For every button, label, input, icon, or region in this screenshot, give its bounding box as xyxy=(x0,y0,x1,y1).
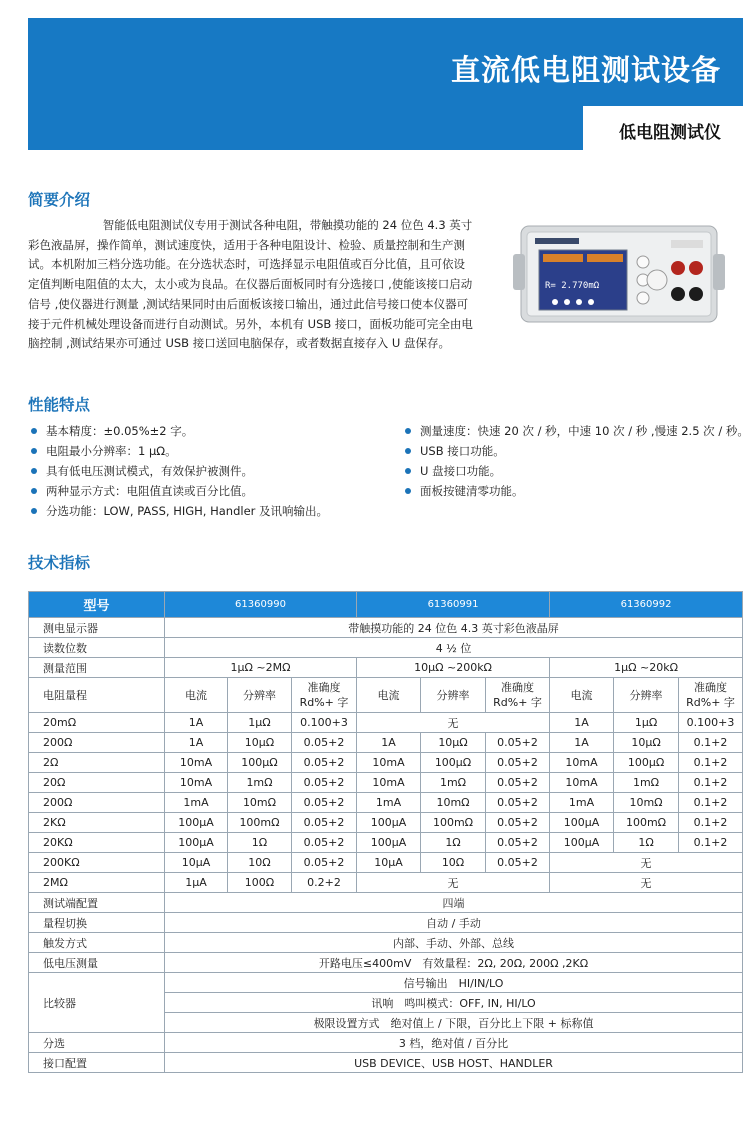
row-label: 接口配置 xyxy=(29,1053,165,1073)
intro-heading: 简要介绍 xyxy=(28,191,91,209)
device-display-reading: R= 2.770mΩ xyxy=(545,281,600,291)
table-row xyxy=(29,873,743,893)
table-cell: 0.05+2 xyxy=(292,833,357,853)
table-cell: 10μΩ xyxy=(228,733,292,753)
sub-header xyxy=(679,678,743,713)
spec-table xyxy=(28,591,743,1073)
sub-header xyxy=(486,678,550,713)
sub-header: 分辨率 xyxy=(614,678,679,713)
features-heading: 性能特点 xyxy=(28,396,91,414)
row-label: 比较器 xyxy=(29,973,165,1033)
table-cell: 0.05+2 xyxy=(292,753,357,773)
table-cell: 10μΩ xyxy=(421,733,486,753)
table-cell: 0.1+2 xyxy=(679,793,743,813)
range-label: 200KΩ xyxy=(29,853,165,873)
range-label: 20mΩ xyxy=(29,713,165,733)
table-cell: 100μΩ xyxy=(614,753,679,773)
row-label: 测试端配置 xyxy=(29,893,165,913)
table-row xyxy=(29,813,743,833)
table-cell: 1Ω xyxy=(421,833,486,853)
table-cell: 1μA xyxy=(165,873,228,893)
table-row xyxy=(29,713,743,733)
row-label: 分选 xyxy=(29,1033,165,1053)
intro-text: 智能低电阻测试仪专用于测试各种电阻，带触摸功能的 24 位色 4.3 英寸彩色液晶屏，操作简单，测试速度快，适用于各种电阻设计、检验、质量控制和生产测试。本机附加三档分选功能。在分选状态时，可选择显示电阻值或百分比值，且可依设定值判断电阻值的太大，太小或为良品。在仪器后面板同时有分选接口 ,使能该接口启动信号 ,使仪器进行测量 ,测试结果同时由后面板该接口输出，通过此信号接口使本仪器可接于元件机械处理设备而进行自动测试。另外，本机有 USB 接口，面板功能可完全由电脑控制 ,测试结果亦可通过 USB 接口送回电脑保存，或者数据直接存入 U 盘保存。 xyxy=(28,218,473,351)
specs-heading: 技术指标 xyxy=(28,554,91,572)
table-cell: 100mΩ xyxy=(421,813,486,833)
table-row xyxy=(29,953,743,973)
table-cell: 1mΩ xyxy=(228,773,292,793)
row-label: 触发方式 xyxy=(29,933,165,953)
feature-item: USB 接口功能。 xyxy=(404,441,749,461)
table-cell: 100Ω xyxy=(228,873,292,893)
model-name: 61360992 xyxy=(550,592,743,618)
row-label: 低电压测量 xyxy=(29,953,165,973)
row-value: 3 档，绝对值 / 百分比 xyxy=(165,1033,743,1053)
table-cell: 1mA xyxy=(357,793,421,813)
sub-header-line: Rd%+ 字 xyxy=(686,696,735,709)
table-row xyxy=(29,913,743,933)
table-cell: 100μA xyxy=(550,813,614,833)
row-value: 信号输出 HI/IN/LO xyxy=(165,973,743,993)
feature-item: 测量速度：快速 20 次 / 秒，中速 10 次 / 秒 ,慢速 2.5 次 / 秒。 xyxy=(404,421,749,441)
table-row xyxy=(29,793,743,813)
row-value: 讯响 鸣叫模式：OFF, IN, HI/LO xyxy=(165,993,743,1013)
table-cell: 10mA xyxy=(550,773,614,793)
table-cell: 0.05+2 xyxy=(292,853,357,873)
row-label: 读数位数 xyxy=(29,638,165,658)
table-cell: 0.100+3 xyxy=(292,713,357,733)
table-cell: 0.05+2 xyxy=(486,853,550,873)
table-row xyxy=(29,678,743,713)
table-cell: 无 xyxy=(357,873,550,893)
row-label: 测电显示器 xyxy=(29,618,165,638)
feature-item: 基本精度：±0.05%±2 字。 xyxy=(30,421,328,441)
sub-header: 电流 xyxy=(165,678,228,713)
table-cell: 100mΩ xyxy=(614,813,679,833)
model-header-row xyxy=(29,592,743,618)
table-cell: 100mΩ xyxy=(228,813,292,833)
sub-header: 分辨率 xyxy=(421,678,486,713)
table-cell: 0.1+2 xyxy=(679,773,743,793)
sub-header xyxy=(292,678,357,713)
table-cell: 0.1+2 xyxy=(679,813,743,833)
table-cell: 10mA xyxy=(357,753,421,773)
row-value: 10μΩ ~200kΩ xyxy=(357,658,550,678)
table-cell: 无 xyxy=(357,713,550,733)
table-cell: 0.05+2 xyxy=(292,733,357,753)
model-name: 61360990 xyxy=(165,592,357,618)
table-cell: 0.05+2 xyxy=(486,773,550,793)
table-cell: 1A xyxy=(550,733,614,753)
range-label: 20KΩ xyxy=(29,833,165,853)
table-cell: 10mΩ xyxy=(614,793,679,813)
table-cell: 1Ω xyxy=(614,833,679,853)
table-cell: 10Ω xyxy=(228,853,292,873)
sub-header-line: 准确度 xyxy=(694,681,728,694)
table-cell: 1mΩ xyxy=(421,773,486,793)
row-label: 测量范围 xyxy=(29,658,165,678)
table-cell: 100μA xyxy=(357,833,421,853)
table-cell: 0.05+2 xyxy=(292,773,357,793)
table-cell: 无 xyxy=(550,873,743,893)
table-row xyxy=(29,973,743,993)
table-cell: 10mA xyxy=(165,753,228,773)
table-cell: 1A xyxy=(357,733,421,753)
table-cell: 0.05+2 xyxy=(486,833,550,853)
features-left-list xyxy=(30,421,328,521)
feature-item: U 盘接口功能。 xyxy=(404,461,749,481)
page-title: 直流低电阻测试设备 xyxy=(450,53,721,87)
table-cell: 1Ω xyxy=(228,833,292,853)
row-value: 带触摸功能的 24 位色 4.3 英寸彩色液晶屏 xyxy=(165,618,743,638)
sub-header-line: Rd%+ 字 xyxy=(299,696,349,709)
table-cell: 100μΩ xyxy=(421,753,486,773)
row-value: 内部、手动、外部、总线 xyxy=(165,933,743,953)
row-value: 4 ½ 位 xyxy=(165,638,743,658)
sub-header-line: 准确度 xyxy=(307,681,341,694)
table-row xyxy=(29,853,743,873)
table-cell: 无 xyxy=(550,853,743,873)
sub-header-line: 准确度 xyxy=(501,681,535,694)
table-cell: 0.05+2 xyxy=(292,793,357,813)
table-cell: 100μA xyxy=(357,813,421,833)
table-cell: 10μΩ xyxy=(614,733,679,753)
table-cell: 0.05+2 xyxy=(486,753,550,773)
sub-header-line: Rd%+ 字 xyxy=(493,696,542,709)
table-cell: 1A xyxy=(165,713,228,733)
table-cell: 0.2+2 xyxy=(292,873,357,893)
row-value: 1μΩ ~20kΩ xyxy=(550,658,743,678)
table-cell: 10mA xyxy=(165,773,228,793)
feature-item: 电阻最小分辨率：1 μΩ。 xyxy=(30,441,328,461)
table-cell: 1A xyxy=(550,713,614,733)
row-value: 1μΩ ~2MΩ xyxy=(165,658,357,678)
table-cell: 100μΩ xyxy=(228,753,292,773)
table-cell: 1mΩ xyxy=(614,773,679,793)
table-cell: 0.1+2 xyxy=(679,753,743,773)
table-row xyxy=(29,638,743,658)
table-cell: 0.1+2 xyxy=(679,833,743,853)
table-cell: 10mΩ xyxy=(421,793,486,813)
table-cell: 0.100+3 xyxy=(679,713,743,733)
sub-header: 电流 xyxy=(550,678,614,713)
row-value: 极限设置方式 绝对值上 / 下限，百分比上下限 + 标称值 xyxy=(165,1013,743,1033)
table-cell: 10mΩ xyxy=(228,793,292,813)
feature-item: 面板按键清零功能。 xyxy=(404,481,749,501)
row-value: 开路电压≤400mV 有效量程：2Ω, 20Ω, 200Ω ,2KΩ xyxy=(165,953,743,973)
table-cell: 0.05+2 xyxy=(486,793,550,813)
range-label: 20Ω xyxy=(29,773,165,793)
table-cell: 1A xyxy=(165,733,228,753)
table-cell: 10Ω xyxy=(421,853,486,873)
table-cell: 0.05+2 xyxy=(486,813,550,833)
row-value: 四端 xyxy=(165,893,743,913)
table-row xyxy=(29,658,743,678)
table-row xyxy=(29,833,743,853)
sub-header: 电流 xyxy=(357,678,421,713)
row-label: 电阻量程 xyxy=(29,678,165,713)
table-cell: 100μA xyxy=(165,813,228,833)
row-value: USB DEVICE、USB HOST、HANDLER xyxy=(165,1053,743,1073)
sub-header: 分辨率 xyxy=(228,678,292,713)
range-label: 200Ω xyxy=(29,793,165,813)
table-cell: 0.05+2 xyxy=(486,733,550,753)
table-cell: 1μΩ xyxy=(228,713,292,733)
table-cell: 0.1+2 xyxy=(679,733,743,753)
table-row xyxy=(29,1053,743,1073)
header-banner xyxy=(28,18,743,150)
row-value: 自动 / 手动 xyxy=(165,913,743,933)
table-row xyxy=(29,1033,743,1053)
table-cell: 10mA xyxy=(550,753,614,773)
table-cell: 100μA xyxy=(165,833,228,853)
intro-paragraph xyxy=(28,216,476,354)
table-cell: 10μA xyxy=(357,853,421,873)
table-cell: 1mA xyxy=(550,793,614,813)
table-row xyxy=(29,893,743,913)
feature-item: 两种显示方式：电阻值直读或百分比值。 xyxy=(30,481,328,501)
table-cell: 10mA xyxy=(357,773,421,793)
model-label: 型号 xyxy=(29,592,165,618)
table-cell: 0.05+2 xyxy=(292,813,357,833)
table-cell: 1mA xyxy=(165,793,228,813)
page-subtitle: 低电阻测试仪 xyxy=(619,123,721,143)
device-image xyxy=(513,222,725,332)
feature-item: 具有低电压测试模式，有效保护被测件。 xyxy=(30,461,328,481)
table-cell: 10μA xyxy=(165,853,228,873)
table-row xyxy=(29,773,743,793)
range-label: 2MΩ xyxy=(29,873,165,893)
range-label: 2Ω xyxy=(29,753,165,773)
features-right-list xyxy=(404,421,749,501)
model-name: 61360991 xyxy=(357,592,550,618)
range-label: 200Ω xyxy=(29,733,165,753)
table-row xyxy=(29,753,743,773)
table-cell: 1μΩ xyxy=(614,713,679,733)
table-row xyxy=(29,618,743,638)
row-label: 量程切换 xyxy=(29,913,165,933)
table-cell: 100μA xyxy=(550,833,614,853)
table-row xyxy=(29,733,743,753)
feature-item: 分选功能：LOW, PASS, HIGH, Handler 及讯响输出。 xyxy=(30,501,328,521)
range-label: 2KΩ xyxy=(29,813,165,833)
range-rows xyxy=(29,713,743,893)
table-row xyxy=(29,933,743,953)
